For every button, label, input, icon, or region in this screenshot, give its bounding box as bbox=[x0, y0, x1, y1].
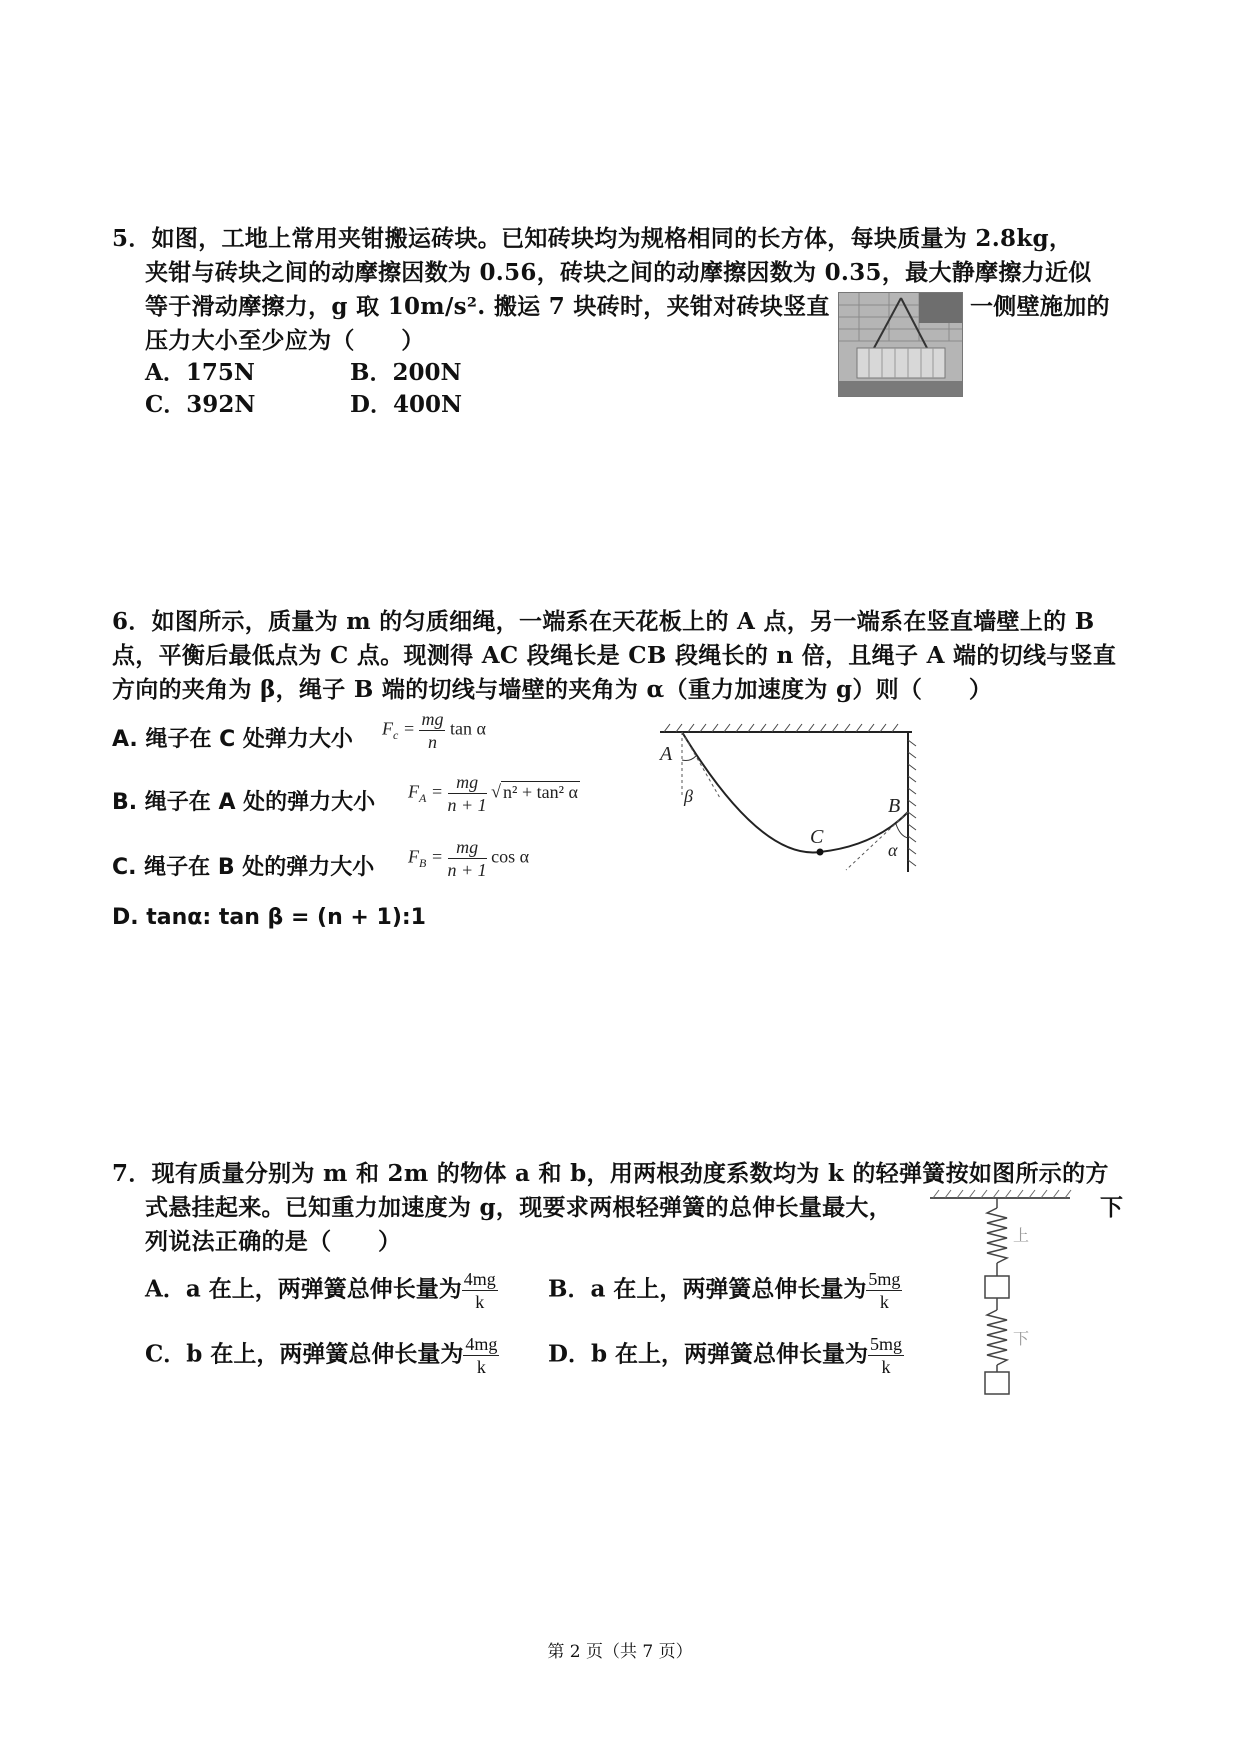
page-footer: 第 2 页（共 7 页） bbox=[547, 1642, 693, 1662]
q7-line-3: 列说法正确的是（ ） bbox=[145, 1228, 402, 1255]
label-a: A bbox=[660, 743, 673, 765]
q6-option-b-formula: $F_A$ = $\frac{mg}{n + 1}$ √ n² + tan² α bbox=[408, 772, 578, 815]
q7-option-d: D．b 在上，两弹簧总伸长量为 $\frac{5mg}{k}$ bbox=[548, 1334, 903, 1377]
q6-option-a-formula: $F_c$ = $\frac{mg}{n}$ tan α bbox=[382, 709, 486, 752]
spring-diagram bbox=[925, 1186, 1075, 1396]
q7-line-1: 7．现有质量分别为 m 和 2m 的物体 a 和 b，用两根劲度系数均为 k 的轻弹簧按如图所示的方 bbox=[112, 1160, 1109, 1187]
q5-line-3b: 一侧壁施加的 bbox=[970, 293, 1110, 320]
q5-line-1: 5．如图，工地上常用夹钳搬运砖块。已知砖块均为规格相同的长方体，每块质量为 2.8kg， bbox=[112, 225, 1073, 252]
q5-option-d: D．400N bbox=[350, 391, 462, 418]
brick-clamp-photo bbox=[838, 292, 963, 397]
q7-option-c: C．b 在上，两弹簧总伸长量为 $\frac{4mg}{k}$ bbox=[145, 1334, 498, 1377]
q6-line-2: 点，平衡后最低点为 C 点。现测得 AC 段绳长是 CB 段绳长的 n 倍，且绳子 A 端的切线与竖直 bbox=[112, 642, 1117, 669]
q7-line-2a: 式悬挂起来。已知重力加速度为 g，现要求两根轻弹簧的总伸长量最大， bbox=[145, 1194, 892, 1221]
q5-option-b: B．200N bbox=[350, 359, 462, 386]
q6-line-1: 6．如图所示，质量为 m 的匀质细绳，一端系在天花板上的 A 点，另一端系在竖直墙壁上的 B bbox=[112, 608, 1095, 635]
q5-line-3a: 等于滑动摩擦力，g 取 10m/s². 搬运 7 块砖时，夹钳对砖块竖直 bbox=[145, 293, 830, 320]
q6-option-a-label: A. 绳子在 C 处弹力大小 bbox=[112, 727, 353, 752]
q5-option-a: A．175N bbox=[145, 359, 255, 386]
q6-option-d: D. tanα: tan β = (n + 1):1 bbox=[112, 905, 426, 930]
label-alpha: α bbox=[888, 840, 898, 860]
label-c: C bbox=[810, 826, 824, 848]
q5-line-2: 夹钳与砖块之间的动摩擦因数为 0.56，砖块之间的动摩擦因数为 0.35，最大静摩擦力近似 bbox=[145, 259, 1092, 286]
q6-line-3: 方向的夹角为 β，绳子 B 端的切线与墙壁的夹角为 α（重力加速度为 g）则（ ） bbox=[112, 676, 993, 703]
q7-option-a: A．a 在上，两弹簧总伸长量为 $\frac{4mg}{k}$ bbox=[145, 1269, 496, 1312]
label-top-spring: 上 bbox=[1013, 1226, 1030, 1245]
q6-option-b-label: B. 绳子在 A 处的弹力大小 bbox=[112, 790, 376, 815]
label-b: B bbox=[888, 795, 901, 817]
q6-option-c-label: C. 绳子在 B 处的弹力大小 bbox=[112, 855, 375, 880]
q7-line-2b: 下 bbox=[1100, 1194, 1124, 1221]
q5-line-4: 压力大小至少应为（ ） bbox=[145, 327, 425, 354]
q5-option-c: C．392N bbox=[145, 391, 256, 418]
rope-diagram bbox=[650, 720, 920, 880]
label-bottom-spring: 下 bbox=[1013, 1329, 1030, 1348]
q6-option-c-formula: $F_B$ = $\frac{mg}{n + 1}$ cos α bbox=[408, 837, 530, 880]
label-beta: β bbox=[684, 786, 693, 806]
q7-option-b: B．a 在上，两弹簧总伸长量为 $\frac{5mg}{k}$ bbox=[548, 1269, 901, 1312]
